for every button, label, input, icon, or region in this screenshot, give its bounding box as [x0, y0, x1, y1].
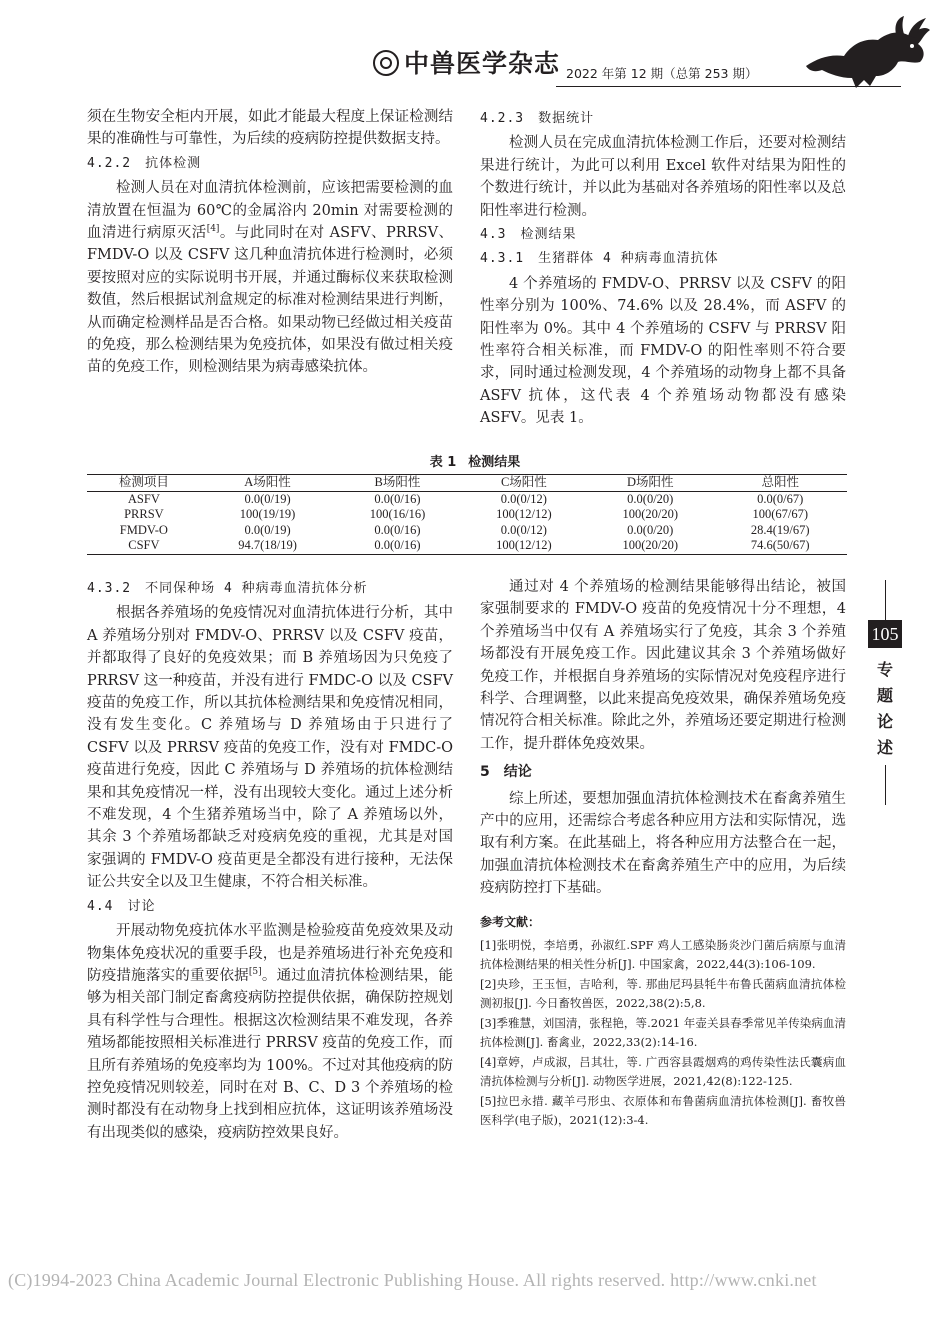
bull-ornament-icon — [800, 14, 932, 92]
side-rule-bottom — [885, 765, 886, 805]
table-cell: 100(20/20) — [622, 507, 679, 521]
left-column-bottom — [87, 576, 453, 1144]
table-cell: 28.4(19/67) — [750, 522, 810, 537]
citation-5[interactable]: [5] — [248, 967, 262, 978]
table-caption — [0, 451, 950, 470]
copyright-notice: (C)1994-2023 China Academic Journal Electronic Publishing House. All rights reserved. http://www.cnki.net — [8, 1270, 817, 1290]
column-header: A场阳性 — [244, 475, 291, 489]
reference-item: [1]张明悦，李培勇，孙淑红.SPF 鸡人工感染肠炎沙门菌后病原与血清抗体检测结果的相关性分析[J]. 中国家禽，2022,44(3):106-109. — [480, 937, 846, 971]
table-number: 表 1 — [429, 455, 457, 470]
journal-name: 中兽医学杂志 — [404, 49, 561, 78]
reference-item: [4]章婷，卢成淑，吕其壮，等. 广西容县霞烟鸡的鸡传染性法氏囊病血清抗体检测与分析[J]. 动物医学进展，2021,42(8):122-125. — [480, 1054, 846, 1088]
table-cell: PRRSV — [124, 507, 164, 521]
heading-5: 5 结论 — [480, 764, 532, 781]
heading-4-3: 4.3 检测结果 — [480, 227, 577, 243]
table-cell: 100(19/19) — [239, 507, 296, 521]
table-cell: 0.0(0/16) — [374, 538, 421, 552]
table-cell: FMDV-O — [119, 522, 168, 537]
table-cell: 0.0(0/16) — [374, 522, 421, 537]
heading-4-2-3: 4.2.3 数据统计 — [480, 111, 595, 126]
table-cell: 0.0(0/16) — [374, 491, 421, 506]
journal-emblem-icon — [373, 50, 399, 76]
right-column-top — [480, 106, 846, 430]
references-title: 参考文献： — [480, 914, 541, 929]
reference-item: [5]拉巴永措. 藏羊弓形虫、衣原体和布鲁菌病血清抗体检测[J]. 畜牧兽医科学(电子版)，2021(12):3-4. — [480, 1093, 846, 1127]
table-cell: 0.0(0/19) — [244, 491, 291, 506]
table-row — [87, 491, 847, 507]
table-cell: ASFV — [127, 491, 160, 506]
table-cell: 0.0(0/20) — [627, 522, 674, 537]
table-cell: 0.0(0/67) — [757, 491, 804, 506]
paragraph-text: 开展动物免疫抗体水平监测是检验疫苗免疫效果及动物集体免疫状况的重要手段，也是养殖场进行补充免疫和防疫措施落实的重要依据 — [87, 923, 453, 984]
column-header: D场阳性 — [626, 475, 674, 489]
page-number: 105 — [868, 620, 902, 648]
table-cell: 0.0(0/12) — [500, 491, 547, 506]
heading-4-2-2: 4.2.2 抗体检测 — [87, 155, 202, 171]
paragraph-text: 检测人员在对血清抗体检测前，应该把需要检测的血清放置在恒温为 60℃的金属浴内 20min 对需要检测的血清进行病原灭活 — [87, 180, 453, 242]
table-cell: 0.0(0/19) — [244, 522, 291, 537]
paragraph-text: 。通过血清抗体检测结果，能够为相关部门制定畜禽疫病防控提供依据，确保防控规划具有科学性与合理性。根据这次检测结果不难发现，各养殖场都能按照相关标准进行 PRRSV 疫苗的免疫工作，而且所有养殖场的免疫率均为 100%。不过对其他疫病的防控免疫情况则较差，同时在对 B、C、D 3 个养殖场的检测时都没有在动物身上找到相应抗体，这证明该养殖场没有出现类似的感染，疫病防控效果良好。 — [87, 967, 453, 1141]
paragraph-analysis: 根据各养殖场的免疫情况对血清抗体进行分析，其中 A 养殖场分别对 FMDV-O、PRRSV 以及 CSFV 疫苗，并都取得了良好的免疫效果；而 B 养殖场因为只免疫了 PRRSV 这一种疫苗，并没有进行 FMDC-O 以及 CSFV 疫苗的免疫工作，所以其抗体检测结果和免疫情况相同，没有发生变化。C 养殖场与 D 养殖场由于只进行了 CSFV 以及 PRRSV 疫苗的免疫工作，没有对 FMDC-O 疫苗进行免疫，因此 C 养殖场与 D 养殖场的抗体检测结果和其免疫情况一样，没有出现较大变化。通过上述分析不难发现，4 个生猪养殖场当中，除了 A 养殖场以外，其余 3 个养殖场都缺乏对疫病免疫的重视，尤其是对国家强调的 FMDV-O 疫苗更是全都没有进行接种，无法保证公共安全以及卫生健康，不符合相关标准。 — [87, 605, 453, 891]
table-cell: 74.6(50/67) — [750, 538, 810, 552]
table-row — [87, 523, 847, 539]
paragraph-antibody-detection — [87, 177, 453, 379]
table-cell: 100(20/20) — [622, 538, 679, 552]
heading-4-3-1: 4.3.1 生猪群体 4 种病毒血清抗体 — [480, 251, 719, 267]
table-cell: 100(12/12) — [496, 538, 552, 552]
table-cell: CSFV — [128, 538, 160, 552]
table-title: 检测结果 — [468, 455, 521, 470]
paragraph-text: 。与此同时在对 ASFV、PRRSV、FMDV-O 以及 CSFV 这几种血清抗体进行检测时，必须要按照对应的实际说明书开展，并通过酶标仪来获取检测数值，然后根据试剂盒规定的标准对检测结果进行判断，从而确定检测样品是否合格。如果动物已经做过相关疫苗的免疫，那么检测结果为免疫抗体，如果没有做过相关疫苗的免疫工作，则检测结果为病毒感染抗体。 — [87, 225, 454, 376]
issue-info: 2022 年第 12 期（总第 253 期） — [566, 66, 758, 81]
paragraph-conclusion: 综上所述，要想加强血清抗体检测技术在畜禽养殖生产中的应用，还需综合考虑各种应用方法和实际情况，选取有利方案。在此基础上，将各种应用方法整合在一起，加强血清抗体检测技术在畜禽养殖生产中的应用，为后续疫病防控打下基础。 — [480, 790, 846, 897]
left-column-top — [87, 106, 453, 379]
page-header — [0, 0, 950, 100]
heading-4-4: 4.4 讨论 — [87, 898, 156, 914]
side-rule-top — [885, 580, 886, 620]
paragraph-statistics: 检测人员在完成血清抗体检测工作后，还要对检测结果进行统计，为此可以利用 Excel 软件对结果为阳性的个数进行统计，并以此为基础对各养殖场的阳性率以及总阳性率进行检测。 — [480, 135, 846, 219]
table-cell: 100(67/67) — [752, 507, 808, 521]
heading-4-3-2: 4.3.2 不同保种场 4 种病毒血清抗体分析 — [87, 581, 368, 596]
paragraph-discussion — [87, 920, 453, 1144]
citation-4[interactable]: [4] — [206, 224, 220, 235]
table-row — [87, 538, 847, 554]
right-column-bottom — [480, 576, 846, 1131]
section-label: 专题论述 — [876, 660, 893, 757]
table-cell: 100(12/12) — [496, 507, 552, 521]
table-cell: 94.7(18/19) — [238, 538, 297, 552]
table-cell: 100(16/16) — [369, 507, 426, 521]
table-cell: 0.0(0/20) — [627, 491, 674, 506]
paragraph-intro: 须在生物安全柜内开展，如此才能最大程度上保证检测结果的准确性与可靠性，为后续的疫病防控提供数据支持。 — [87, 109, 453, 148]
column-header: B场阳性 — [374, 475, 421, 489]
paragraph-results: 4 个养殖场的 FMDV-O、PRRSV 以及 CSFV 的阳性率分别为 100%、74.6% 以及 28.4%，而 ASFV 的阳性率为 0%。其中 4 个养殖场的 CSFV 与 PRRSV 阳性率符合相关标准，而 FMDV-O 的阳性率则不符合要求，同时通过检测发现，4 个养殖场的动物身上都不具备 ASFV 抗体，这代表 4 个养殖场动物都没有感染 ASFV。见表 1。 — [480, 275, 846, 427]
table-header-row — [87, 475, 847, 492]
column-header: 总阳性 — [761, 475, 799, 489]
paragraph-discussion-cont: 通过对 4 个养殖场的检测结果能够得出结论，被国家强制要求的 FMDV-O 疫苗的免疫情况十分不理想，4 个养殖场当中仅有 A 养殖场实行了免疫，其余 3 个养殖场都没有开展免疫工作。因此建议其余 3 个养殖场做好免疫工作，并根据自身养殖场的实际情况对免疫程序进行科学、合理调整，以此来提高免疫效果，确保养殖场免疫情况符合相关标准。除此之外，养殖场还要定期进行检测工作，提升群体免疫效果。 — [480, 579, 846, 752]
column-header: C场阳性 — [500, 475, 547, 489]
column-header: 检测项目 — [118, 475, 169, 489]
table-cell: 0.0(0/12) — [500, 522, 547, 537]
reference-item: [2]央珍，王玉恒，吉哈利，等. 那曲尼玛县牦牛布鲁氏菌病血清抗体检测初报[J]. 今日畜牧兽医，2022,38(2):5,8. — [480, 976, 846, 1010]
results-table — [87, 474, 847, 555]
table-row — [87, 507, 847, 523]
reference-item: [3]季雅慧，刘国清，张程艳，等.2021 年壶关县春季常见羊传染病血清抗体检测[J]. 畜禽业，2022,33(2):14-16. — [480, 1015, 846, 1049]
